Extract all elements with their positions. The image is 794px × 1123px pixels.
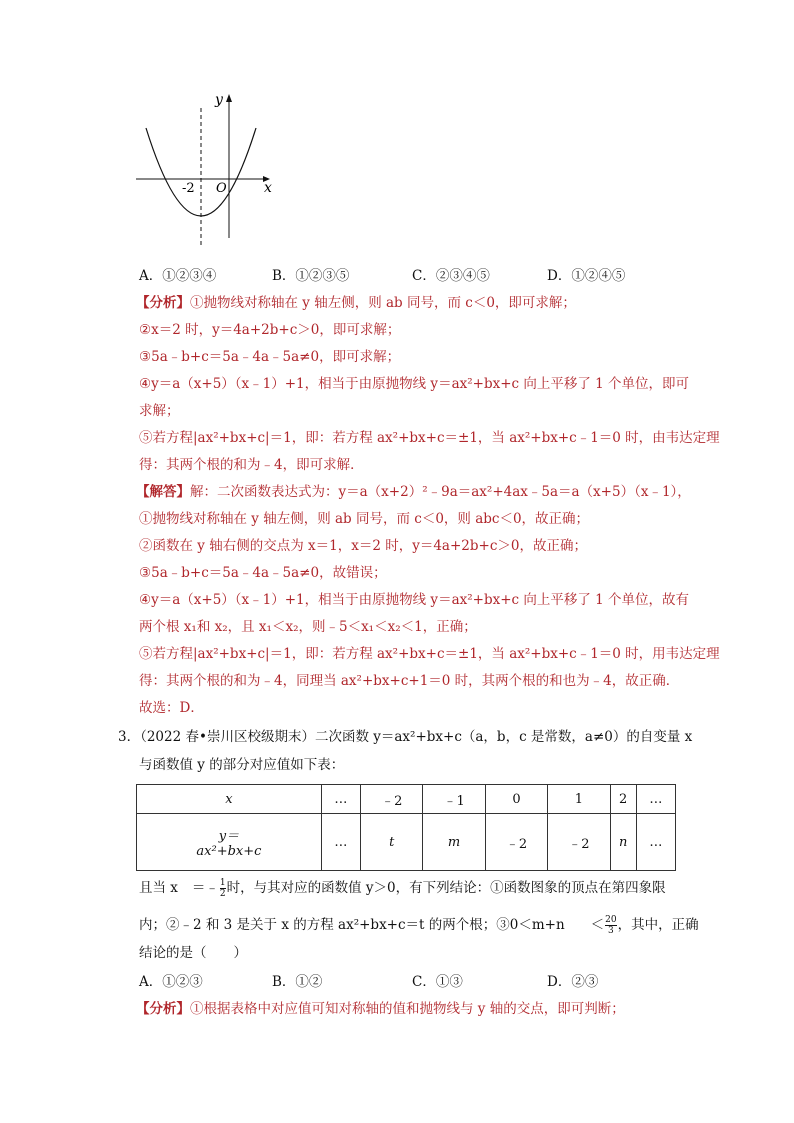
table-cell: ﹣2 [361, 785, 423, 814]
table-cell: t [361, 814, 423, 871]
table-cell: ﹣1 [423, 785, 485, 814]
y-axis-arrow [226, 94, 232, 102]
q2-analysis-line-1: 【分析】①抛物线对称轴在 y 轴左侧，则 ab 同号，而 c＜0，即可求解； [136, 295, 576, 311]
q2-analysis-line-7: 得：其两个根的和为﹣4，即可求解． [139, 457, 364, 473]
q2-option-d[interactable]: D．①②④⑤ [547, 268, 626, 284]
fraction-one-half: $\frac{1}{2}$ [219, 878, 226, 899]
y-axis-label: y [215, 92, 223, 108]
q2-option-a[interactable]: A．①②③④ [139, 268, 217, 284]
q3-stem-line-2: 与函数值 y 的部分对应值如下表： [139, 757, 345, 773]
solution-tag: 【解答】 [136, 484, 190, 500]
q3-option-d[interactable]: D．②③ [547, 974, 599, 990]
q2-solution-line-5: ④y＝a（x+5）（x﹣1）+1，相当于由原抛物线 y＝ax²+bx+c 向上平移了 1 个单位，故有 [139, 592, 690, 608]
q3-value-table [136, 784, 676, 871]
table-cell: 1 [548, 785, 610, 814]
table-row [137, 814, 676, 871]
q3-number: 3． [118, 729, 141, 745]
table-cell: m [423, 814, 485, 871]
analysis-tag: 【分析】 [136, 295, 190, 311]
table-cell: y＝ ax²+bx+c [137, 814, 322, 871]
q2-solution-line-3: ②函数在 y 轴右侧的交点为 x＝1，x＝2 时，y＝4a+2b+c＞0，故正确； [139, 538, 587, 554]
table-cell: … [321, 785, 360, 814]
q3-condition-line-1: 且当 x ＝﹣ $\frac{1}{2}$ 时，与其对应的函数值 y＞0，有下列结论：①函数图象的顶点在第四象限 [139, 878, 666, 899]
table-cell: ﹣2 [548, 814, 610, 871]
q2-solution-line-9: 故选：D． [139, 700, 204, 716]
table-cell: … [636, 814, 675, 871]
q2-solution-line-2: ①抛物线对称轴在 y 轴左侧，则 ab 同号，而 c＜0，则 abc＜0，故正确； [139, 511, 590, 527]
q2-option-b[interactable]: B．①②③⑤ [272, 268, 350, 284]
x-axis-label: x [264, 180, 272, 196]
q2-option-c[interactable]: C．②③④⑤ [412, 268, 490, 284]
table-cell: 0 [485, 785, 547, 814]
q2-solution-line-8: 得：其两个根的和为﹣4，同理当 ax²+bx+c+1＝0 时，其两个根的和也为﹣4，故正确． [139, 673, 680, 689]
table-cell: n [610, 814, 636, 871]
origin-label: O [216, 181, 227, 196]
q2-analysis-line-4: ④y＝a（x+5）（x﹣1）+1，相当于由原抛物线 y＝ax²+bx+c 向上平移了 1 个单位，即可 [139, 376, 690, 392]
q2-solution-line-1: 【解答】解：二次函数表达式为：y＝a（x+2）²﹣9a＝ax²+4ax﹣5a＝a（x+5）（x﹣1）， [136, 484, 691, 500]
table-cell: … [636, 785, 675, 814]
q3-option-c[interactable]: C．①③ [412, 974, 463, 990]
q2-solution-line-6: 两个根 x₁和 x₂，且 x₁＜x₂，则﹣5＜x₁＜x₂＜1，正确； [139, 619, 477, 635]
q2-analysis-line-5: 求解； [139, 403, 180, 419]
table-cell: … [321, 814, 360, 871]
q3-option-b[interactable]: B．①② [272, 974, 323, 990]
q3-option-a[interactable]: A．①②③ [139, 974, 203, 990]
q2-analysis-line-3: ③5a﹣b+c＝5a﹣4a﹣5a≠0，即可求解； [139, 349, 401, 365]
table-row [137, 785, 676, 814]
q3-condition-line-3: 结论的是（ ） [139, 945, 247, 961]
q2-analysis-line-6: ⑤若方程|ax²+bx+c|＝1，即：若方程 ax²+bx+c＝±1，当 ax²+bx+c﹣1＝0 时，由韦达定理 [139, 430, 720, 446]
q2-analysis-line-2: ②x＝2 时，y＝4a+2b+c＞0，即可求解； [139, 322, 401, 338]
fraction-twenty-thirds: $\frac{20}{3}$ [605, 915, 617, 936]
parabola-graph [130, 88, 290, 258]
table-cell: ﹣2 [485, 814, 547, 871]
q3-condition-line-2: 内；②﹣2 和 3 是关于 x 的方程 ax²+bx+c＝t 的两个根；③0＜m+n ＜ $\frac{20}{3}$ ，其中，正确 [139, 915, 699, 936]
q2-solution-line-7: ⑤若方程|ax²+bx+c|＝1，即：若方程 ax²+bx+c＝±1，当 ax²+bx+c﹣1＝0 时，用韦达定理 [139, 646, 720, 662]
table-cell: x [137, 785, 322, 814]
axis-line-label: -2 [182, 181, 195, 196]
q2-solution-line-4: ③5a﹣b+c＝5a﹣4a﹣5a≠0，故错误； [139, 565, 387, 581]
table-cell: 2 [610, 785, 636, 814]
analysis-tag: 【分析】 [136, 1001, 190, 1017]
q3-stem-line-1: 3．（2022 春•崇川区校级期末）二次函数 y＝ax²+bx+c（a，b，c 是常数，a≠0）的自变量 x [118, 729, 693, 745]
q3-analysis-line-1: 【分析】①根据表格中对应值可知对称轴的值和抛物线与 y 轴的交点，即可判断； [136, 1001, 625, 1017]
